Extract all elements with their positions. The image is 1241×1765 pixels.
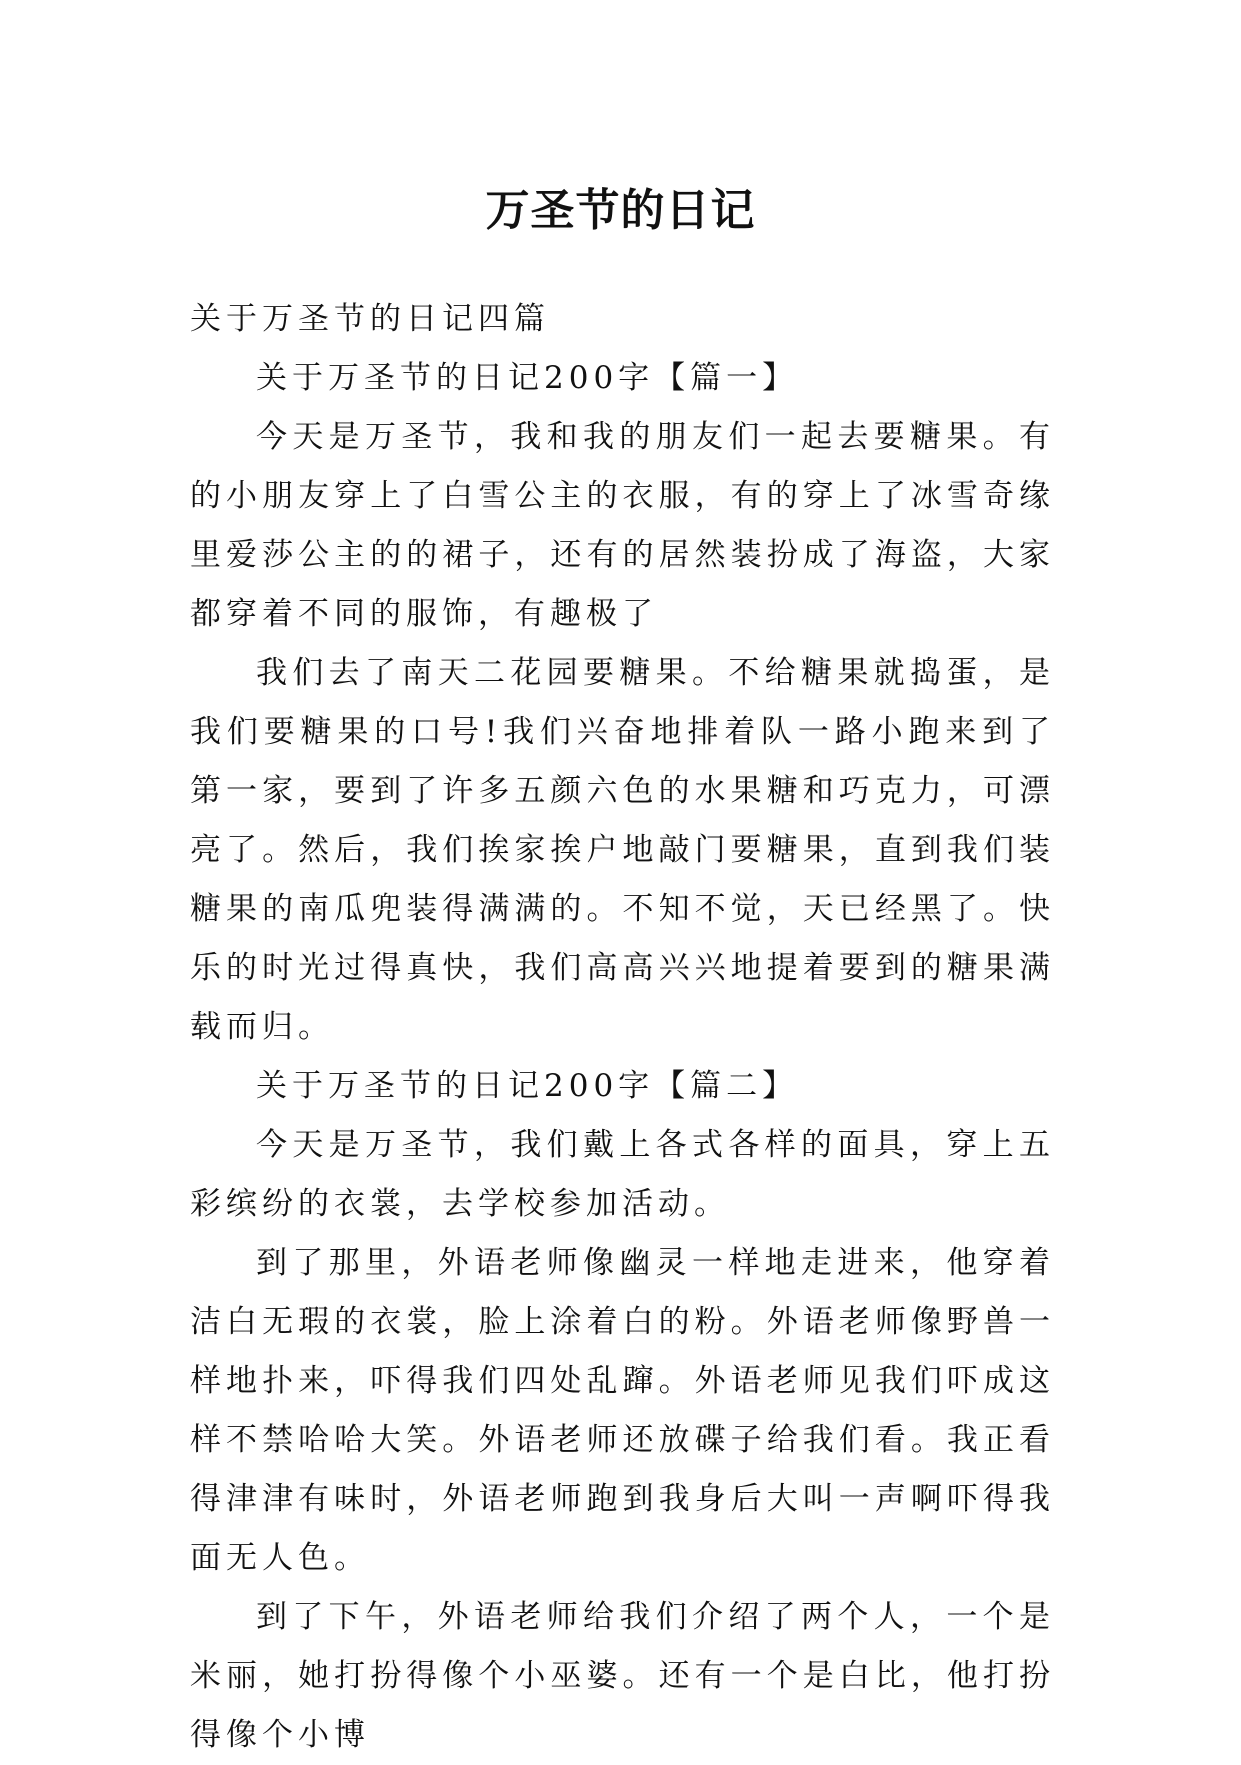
intro-line: 关于万圣节的日记四篇 [190, 301, 550, 337]
paragraph-2-3: 到了下午，外语老师给我们介绍了两个人，一个是米丽，她打扮得像个小巫婆。还有一个是白比，他打扮得像个小博 [190, 1599, 1055, 1753]
paragraph-1-1: 今天是万圣节，我和我的朋友们一起去要糖果。有的小朋友穿上了白雪公主的衣服，有的穿上了冰雪奇缘里爱莎公主的的裙子，还有的居然装扮成了海盗，大家都穿着不同的服饰，有趣极了 [190, 419, 1055, 632]
document-body [190, 290, 1055, 1765]
paragraph-1-2: 我们去了南天二花园要糖果。不给糖果就捣蛋，是我们要糖果的口号!我们兴奋地排着队一路小跑来到了第一家，要到了许多五颜六色的水果糖和巧克力，可漂亮了。然后，我们挨家挨户地敲门要糖果，直到我们装糖果的南瓜兜装得满满的。不知不觉，天已经黑了。快乐的时光过得真快，我们高高兴兴地提着要到的糖果满载而归。 [190, 655, 1055, 1045]
page-title: 万圣节的日记 [485, 185, 756, 237]
paragraph-2-2: 到了那里，外语老师像幽灵一样地走进来，他穿着洁白无瑕的衣裳，脸上涂着白的粉。外语老师像野兽一样地扑来，吓得我们四处乱蹿。外语老师见我们吓成这样不禁哈哈大笑。外语老师还放碟子给我们看。我正看得津津有味时，外语老师跑到我身后大叫一声啊吓得我面无人色。 [190, 1245, 1055, 1576]
paragraph-2-1: 今天是万圣节，我们戴上各式各样的面具，穿上五彩缤纷的衣裳，去学校参加活动。 [190, 1127, 1055, 1222]
section-heading-2: 关于万圣节的日记200字【篇二】 [256, 1068, 799, 1104]
section-heading-1: 关于万圣节的日记200字【篇一】 [256, 360, 799, 396]
